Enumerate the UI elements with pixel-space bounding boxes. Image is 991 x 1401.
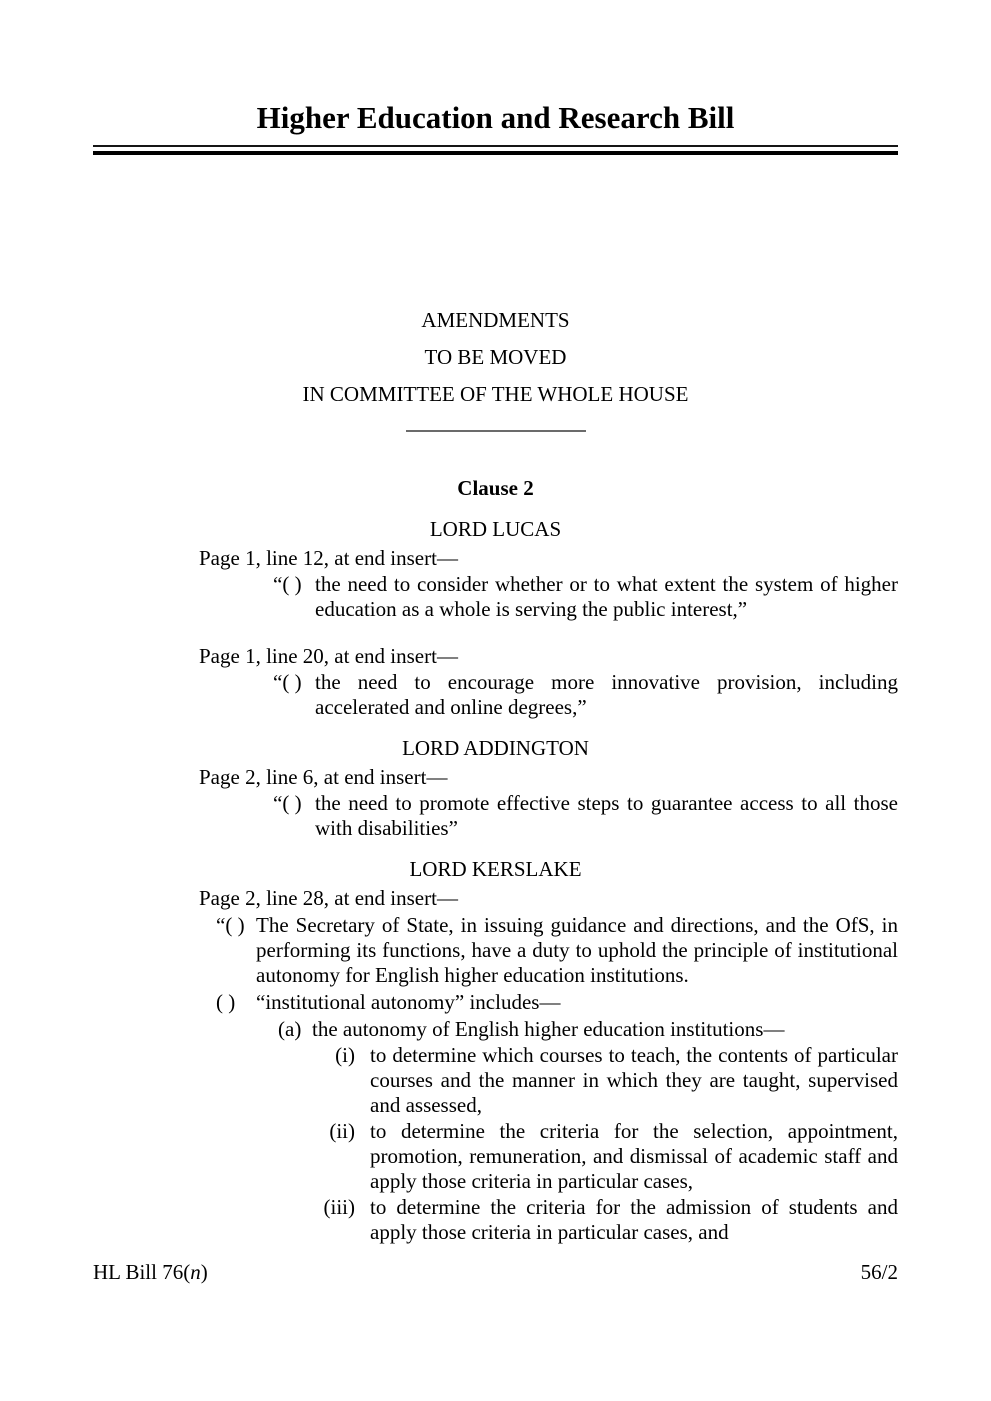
paragraph-marker: “( ) <box>273 791 302 815</box>
mover-name: LORD KERSLAKE <box>409 857 582 881</box>
paragraph-marker: (a) <box>278 1017 302 1041</box>
paragraph-marker: “( ) <box>273 670 302 694</box>
amendment-paragraph <box>93 990 898 1015</box>
amendment-instruction: Page 1, line 20, at end insert— <box>199 644 458 668</box>
heading-line-to-be-moved: TO BE MOVED <box>424 345 567 369</box>
paragraph-text: to determine the criteria for the admission of students and apply those criteria in particular cases, and <box>370 1195 898 1244</box>
amendment-paragraph <box>93 1119 898 1194</box>
amendment <box>93 643 898 720</box>
paragraph-marker: “( ) <box>216 913 245 937</box>
mover-section-addington <box>93 735 898 841</box>
mover-name: LORD LUCAS <box>429 517 562 541</box>
amendment-paragraph <box>93 1017 898 1042</box>
amendment-instruction: Page 1, line 12, at end insert— <box>199 546 458 570</box>
heading-line-amendments: AMENDMENTS <box>421 308 570 332</box>
title-rule <box>93 145 898 155</box>
paragraph-text: “institutional autonomy” includes— <box>256 990 561 1014</box>
paragraph-marker: ( ) <box>216 990 236 1014</box>
paragraph-text: the need to encourage more innovative provision, including accelerated and online degrees,” <box>315 670 898 719</box>
footer-bill-prefix: HL Bill 76( <box>93 1260 191 1284</box>
amendment <box>93 885 898 1245</box>
paragraph-marker: (ii) <box>329 1119 355 1143</box>
mover-section-lucas <box>93 516 898 720</box>
footer-session-number: 56/2 <box>860 1260 898 1284</box>
paragraph-text: The Secretary of State, in issuing guidance and directions, and the OfS, in performing its functions, have a duty to uphold the principle of institutional autonomy for English higher education institutions. <box>256 913 898 987</box>
amendment-instruction: Page 2, line 6, at end insert— <box>199 765 448 789</box>
footer-bill-suffix: ) <box>200 1260 208 1284</box>
paragraph-marker: (iii) <box>323 1195 355 1219</box>
amendment <box>93 764 898 841</box>
amendment-paragraph <box>93 670 898 720</box>
paragraph-text: the need to consider whether or to what extent the system of higher education as a whole is serving the public interest,” <box>315 572 898 621</box>
paragraph-marker: “( ) <box>273 572 302 596</box>
paragraph-text: to determine the criteria for the selection, appointment, promotion, remuneration, and dismissal of academic staff and apply those criteria in particular cases, <box>370 1119 898 1193</box>
paragraph-marker: (i) <box>335 1043 355 1067</box>
amendments-heading <box>93 302 898 413</box>
amendment-paragraph <box>93 1043 898 1118</box>
footer-bill-number <box>93 1259 208 1285</box>
amendment-paragraph <box>93 572 898 622</box>
amendment-paragraph <box>93 913 898 988</box>
mover-section-kerslake <box>93 856 898 1245</box>
clause-heading: Clause 2 <box>457 476 534 500</box>
document-content <box>93 0 898 1245</box>
amendment-paragraph <box>93 1195 898 1245</box>
paragraph-text: to determine which courses to teach, the contents of particular courses and the manner in which they are taught, supervised and assessed, <box>370 1043 898 1117</box>
bill-title: Higher Education and Research Bill <box>256 100 735 135</box>
separator-rule <box>406 430 586 432</box>
amendment-instruction: Page 2, line 28, at end insert— <box>199 886 458 910</box>
heading-line-committee: IN COMMITTEE OF THE WHOLE HOUSE <box>302 382 689 406</box>
paragraph-text: the autonomy of English higher education institutions— <box>312 1017 785 1041</box>
mover-name: LORD ADDINGTON <box>402 736 589 760</box>
paragraph-text: the need to promote effective steps to guarantee access to all those with disabilities” <box>315 791 898 840</box>
amendment-paragraph <box>93 791 898 841</box>
page-footer <box>93 1259 898 1285</box>
footer-bill-italic-n: n <box>190 1260 201 1284</box>
amendment <box>93 545 898 622</box>
